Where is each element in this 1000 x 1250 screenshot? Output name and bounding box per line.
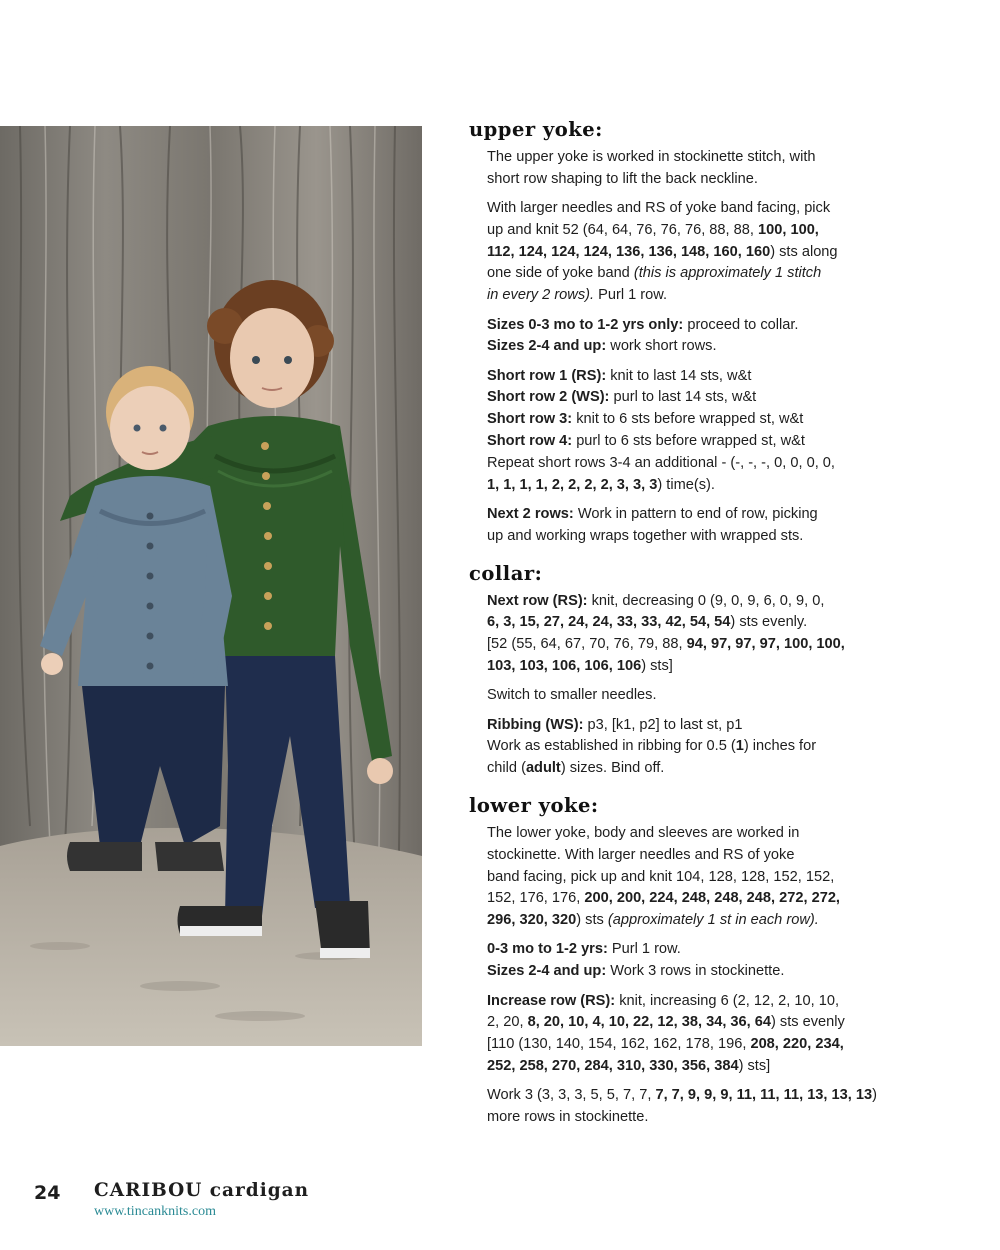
text-segment: ) sts <box>576 912 608 929</box>
bold-text: 7, 7, 9, 9, 9, 11, 11, 11, 13, 13, 13 <box>655 1087 873 1104</box>
text-segment: Purl 1 row. <box>607 941 681 958</box>
instruction-line <box>487 888 869 910</box>
bold-text: Increase row (RS): <box>487 992 616 1009</box>
instruction-paragraph <box>487 591 869 678</box>
instruction-line <box>487 315 869 337</box>
instruction-paragraph <box>487 685 869 707</box>
instruction-line <box>487 453 869 475</box>
text-segment: ) sts] <box>641 657 673 674</box>
instruction-line <box>487 591 869 613</box>
text-segment: Purl 1 row. <box>594 287 668 304</box>
section <box>469 562 869 780</box>
bold-text: Short row 4: <box>487 433 573 450</box>
instruction-line <box>487 939 869 961</box>
page-number: 24 <box>34 1182 61 1204</box>
instruction-line <box>487 198 869 220</box>
instruction-line <box>487 656 869 678</box>
italic-text: (this is approximately 1 stitch <box>633 265 822 282</box>
bold-text: Short row 3: <box>487 411 573 428</box>
text-segment: Repeat short rows 3-4 an additional - (-, -, -, 0, 0, 0, 0, <box>487 454 835 471</box>
instruction-line <box>487 823 869 845</box>
instruction-paragraph <box>487 504 869 548</box>
instruction-line <box>487 1085 877 1107</box>
instruction-line <box>487 409 869 431</box>
text-segment: ) sts evenly. <box>730 614 808 631</box>
section-heading: upper yoke: <box>469 118 603 141</box>
instruction-line <box>487 715 869 737</box>
bold-text: 6, 3, 15, 27, 24, 24, 33, 33, 42, 54, 54 <box>487 614 731 631</box>
instruction-line <box>487 867 869 889</box>
instruction-line <box>487 1034 869 1056</box>
instruction-line <box>487 1107 869 1129</box>
instruction-line <box>487 220 869 242</box>
bold-text: 200, 200, 224, 248, 248, 248, 272, 272, <box>584 890 840 907</box>
bold-text: Next 2 rows: <box>487 505 574 522</box>
text-segment: ) sts evenly <box>771 1014 845 1031</box>
instruction-line <box>487 845 869 867</box>
instruction-line <box>487 475 869 497</box>
text-segment: stockinette. With larger needles and RS of yoke <box>487 846 795 863</box>
instruction-paragraph <box>487 147 869 191</box>
bold-text: 296, 320, 320 <box>487 912 577 929</box>
text-segment: knit to last 14 sts, w&t <box>606 367 752 384</box>
text-segment: purl to 6 sts before wrapped st, w&t <box>572 433 805 450</box>
section-body <box>469 823 877 1129</box>
bold-text: Sizes 2-4 and up: <box>487 963 607 980</box>
text-segment: work short rows. <box>606 338 717 355</box>
text-segment: ) inches for <box>743 738 817 755</box>
instruction-line <box>487 736 869 758</box>
instruction-line <box>487 758 869 780</box>
text-segment: [52 (55, 64, 67, 70, 76, 79, 88, <box>487 636 687 653</box>
text-segment: 152, 176, 176, <box>487 890 585 907</box>
text-segment: Work as established in ribbing for 0.5 ( <box>487 738 736 755</box>
bold-text: Sizes 0-3 mo to 1-2 yrs only: <box>487 316 684 333</box>
website-link[interactable]: www.tincanknits.com <box>94 1204 216 1219</box>
bold-text: Ribbing (WS): <box>487 716 584 733</box>
text-segment: ) sizes. Bind off. <box>560 760 665 777</box>
text-segment: knit to 6 sts before wrapped st, w&t <box>572 411 804 428</box>
section <box>469 793 877 1129</box>
instruction-line <box>487 263 869 285</box>
instruction-line <box>487 242 869 264</box>
bold-text: 112, 124, 124, 124, 136, 136, 148, 160, 160 <box>487 243 771 260</box>
bold-text: Short row 2 (WS): <box>487 389 610 406</box>
text-segment: ) sts] <box>738 1057 771 1074</box>
text-segment: child ( <box>487 760 526 777</box>
text-segment: The upper yoke is worked in stockinette stitch, with <box>487 149 816 165</box>
instruction-line <box>487 1056 869 1078</box>
instruction-line <box>487 431 869 453</box>
instruction-line <box>487 336 869 358</box>
text-segment: ) <box>872 1087 877 1104</box>
italic-text: (approximately 1 st in each row). <box>607 912 819 929</box>
instruction-paragraph <box>487 366 869 497</box>
text-segment: up and knit 52 (64, 64, 76, 76, 76, 88, 88, <box>487 221 758 238</box>
text-segment: 2, 20, <box>487 1014 528 1031</box>
text-segment: p3, [k1, p2] to last st, p1 <box>583 716 743 733</box>
instruction-line <box>487 169 869 191</box>
section-body <box>469 591 869 780</box>
section <box>469 118 869 548</box>
text-segment: With larger needles and RS of yoke band facing, pick <box>487 200 831 217</box>
text-segment: up and working wraps together with wrapped sts. <box>487 527 804 544</box>
instruction-line <box>487 634 869 656</box>
text-segment: Work 3 (3, 3, 3, 5, 5, 7, 7, <box>487 1087 656 1104</box>
instruction-paragraph <box>487 315 869 359</box>
text-segment: Work 3 rows in stockinette. <box>606 963 785 980</box>
italic-text: in every 2 rows). <box>487 287 595 304</box>
photo-children-cardigans <box>0 126 422 1046</box>
instruction-line <box>487 685 869 707</box>
text-segment: ) time(s). <box>657 476 715 493</box>
text-segment: band facing, pick up and knit 104, 128, 128, 152, 152, <box>487 868 835 885</box>
text-segment: more rows in stockinette. <box>487 1108 649 1125</box>
instruction-line <box>487 612 869 634</box>
instruction-line <box>487 285 869 307</box>
bold-text: adult <box>525 760 561 777</box>
instruction-line <box>487 991 869 1013</box>
bold-text: Sizes 2-4 and up: <box>487 338 607 355</box>
text-segment: proceed to collar. <box>683 316 799 333</box>
bold-text: 94, 97, 97, 97, 100, 100, <box>686 636 845 653</box>
bold-text: 0-3 mo to 1-2 yrs: <box>487 941 608 958</box>
text-segment: The lower yoke, body and sleeves are worked in <box>487 824 800 841</box>
text-segment: one side of yoke band <box>487 265 634 282</box>
pattern-title: CARIBOU cardigan <box>94 1180 310 1201</box>
text-segment: ) sts along <box>770 243 838 260</box>
instruction-paragraph <box>487 1085 877 1129</box>
instruction-line <box>487 961 869 983</box>
text-segment: short row shaping to lift the back neckline. <box>487 170 758 187</box>
instruction-line <box>487 910 869 932</box>
instruction-line <box>487 147 869 169</box>
bold-text: 103, 103, 106, 106, 106 <box>487 657 642 674</box>
section-body <box>469 147 869 548</box>
instruction-line <box>487 366 869 388</box>
instruction-paragraph <box>487 939 869 983</box>
instruction-paragraph <box>487 715 869 780</box>
text-segment: [110 (130, 140, 154, 162, 162, 178, 196, <box>487 1036 751 1053</box>
section-heading: lower yoke: <box>469 793 599 817</box>
instruction-line <box>487 504 869 526</box>
bold-text: Short row 1 (RS): <box>487 367 607 384</box>
text-segment: knit, decreasing 0 (9, 0, 9, 6, 0, 9, 0, <box>587 592 825 609</box>
bold-text: 252, 258, 270, 284, 310, 330, 356, 384 <box>487 1057 739 1074</box>
bold-text: 1 <box>735 738 744 755</box>
bold-text: 100, 100, <box>758 221 819 238</box>
text-segment: Work in pattern to end of row, picking <box>573 505 818 522</box>
instruction-paragraph <box>487 823 869 932</box>
text-segment: purl to last 14 sts, w&t <box>609 389 757 406</box>
section-heading: collar: <box>469 561 543 585</box>
text-segment: knit, increasing 6 (2, 12, 2, 10, 10, <box>615 992 840 1009</box>
instruction-paragraph <box>487 198 869 307</box>
instruction-paragraph <box>487 991 869 1078</box>
instruction-line <box>487 526 869 548</box>
instruction-line <box>487 1012 869 1034</box>
bold-text: 1, 1, 1, 1, 2, 2, 2, 2, 3, 3, 3 <box>487 476 658 493</box>
bold-text: 8, 20, 10, 4, 10, 22, 12, 38, 34, 36, 64 <box>527 1014 771 1031</box>
pattern-instructions <box>469 118 877 1143</box>
instruction-line <box>487 387 869 409</box>
text-segment: Switch to smaller needles. <box>487 687 657 704</box>
bold-text: Next row (RS): <box>487 592 588 609</box>
bold-text: 208, 220, 234, <box>750 1036 844 1053</box>
